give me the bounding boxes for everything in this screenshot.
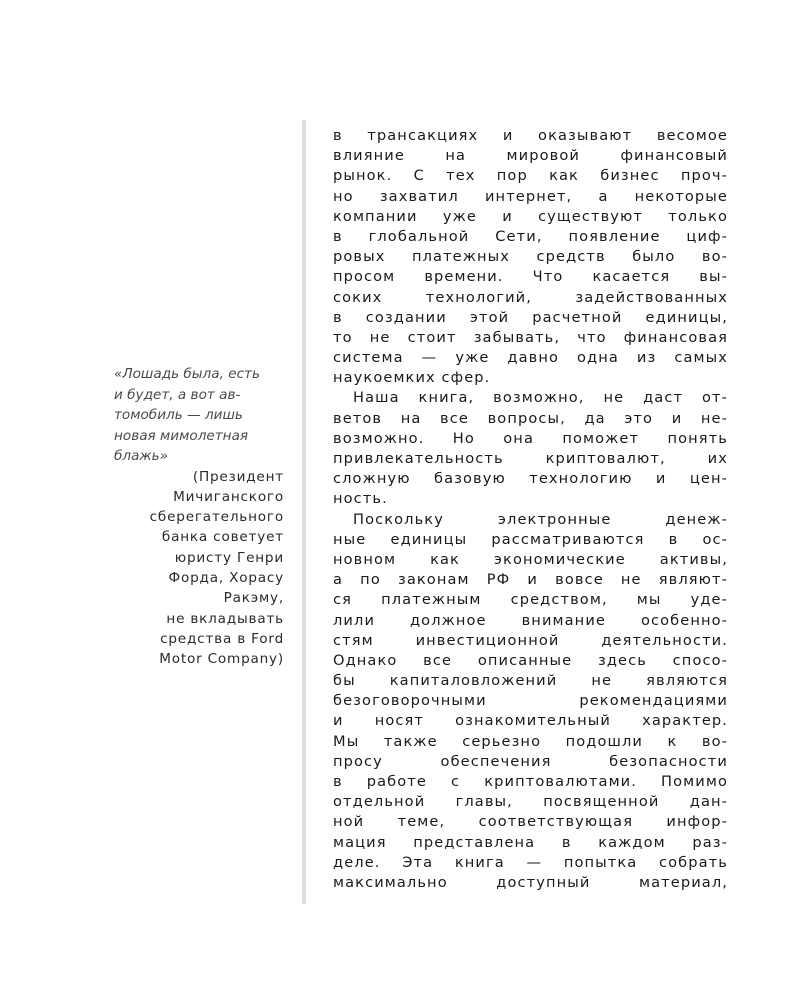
quote-line: «Лошадь была, есть [114, 366, 260, 382]
attribution-line: (Президент [192, 468, 284, 485]
text-line: а по законам РФ и вовсе не являют- [333, 571, 728, 589]
attribution-line: средства в Ford [160, 630, 284, 647]
text-line: система — уже давно одна из самых [333, 349, 728, 367]
text-line: Наша книга, возможно, не даст от- [353, 389, 728, 407]
text-line: в работе с криптовалютами. Помимо [333, 773, 728, 790]
text-line: стям инвестиционной деятельности. [333, 631, 728, 649]
text-line: максимально доступный материал, [333, 873, 728, 891]
attribution-line: банка советует [161, 529, 284, 546]
text-line: деле. Эта книга — попытка собрать [333, 853, 728, 871]
text-line: и носят ознакомительный характер. [333, 712, 728, 730]
paragraph [333, 510, 728, 894]
text-line: ровых платежных средств было во- [333, 248, 728, 266]
text-line: ной теме, соответствующая инфор- [333, 813, 728, 831]
text-line: ся платежным средством, мы уде- [333, 591, 728, 609]
attribution-line: не вкладывать [166, 610, 284, 627]
text-line: привлекательность криптовалют, их [333, 450, 728, 467]
text-line: Мы также серьезно подошли к во- [333, 732, 728, 750]
text-line: соких технологий, задействованных [333, 288, 728, 306]
vertical-divider [302, 120, 306, 904]
text-line: но захватил интернет, а некоторые [333, 187, 728, 205]
text-line: то не стоит забывать, что финансовая [333, 328, 728, 346]
text-line: наукоемких сфер. [333, 369, 491, 387]
text-line: сложную базовую технологию и цен- [333, 470, 728, 488]
text-line: отдельной главы, посвященной дан- [333, 793, 728, 811]
text-line: мация представлена в каждом раз- [333, 833, 728, 851]
attribution-line: сберегательного [149, 509, 284, 526]
text-line: компании уже и существуют только [333, 207, 728, 225]
attribution-line: юристу Генри [174, 549, 284, 566]
text-line: ные единицы рассматриваются в ос- [333, 530, 728, 548]
attribution-line: Мичиганского [173, 488, 284, 505]
text-line: лили должное внимание особенно- [333, 611, 728, 629]
text-line: в создании этой расчетной единицы, [333, 308, 728, 326]
text-line: Однако все описанные здесь спосо- [333, 651, 728, 669]
epigraph-attribution [114, 467, 284, 670]
text-line: ветов на все вопросы, да это и не- [333, 409, 728, 427]
text-line: ность. [333, 490, 388, 508]
text-line: безоговорочными рекомендациями [333, 692, 728, 710]
text-line: возможно. Но она поможет понять [333, 429, 728, 447]
quote-line: томобиль — лишь [114, 407, 243, 423]
body-text [333, 126, 728, 893]
quote-line: и будет, а вот ав- [114, 386, 241, 403]
text-line: в глобальной Сети, появление циф- [333, 227, 728, 245]
text-line: бы капиталовложений не являются [333, 672, 728, 690]
text-line: просом времени. Что касается вы- [333, 268, 728, 286]
paragraph [333, 126, 728, 388]
paragraph [333, 388, 728, 509]
attribution-line: Motor Company) [159, 651, 284, 668]
text-line: в трансакциях и оказывают весомое [333, 127, 728, 144]
attribution-line: Форда, Хорасу [168, 569, 284, 586]
quote-line: новая мимолетная [114, 427, 249, 444]
epigraph-quote [114, 364, 284, 467]
text-line: рынок. С тех пор как бизнес проч- [333, 167, 728, 185]
quote-line: блажь» [114, 448, 169, 464]
epigraph [114, 364, 284, 669]
text-line: просу обеспечения безопасности [333, 752, 728, 770]
text-line: влияние на мировой финансовый [333, 147, 728, 165]
text-line: Поскольку электронные денеж- [353, 510, 728, 528]
text-line: новном как экономические активы, [333, 550, 728, 568]
attribution-line: Ракэму, [223, 590, 284, 607]
